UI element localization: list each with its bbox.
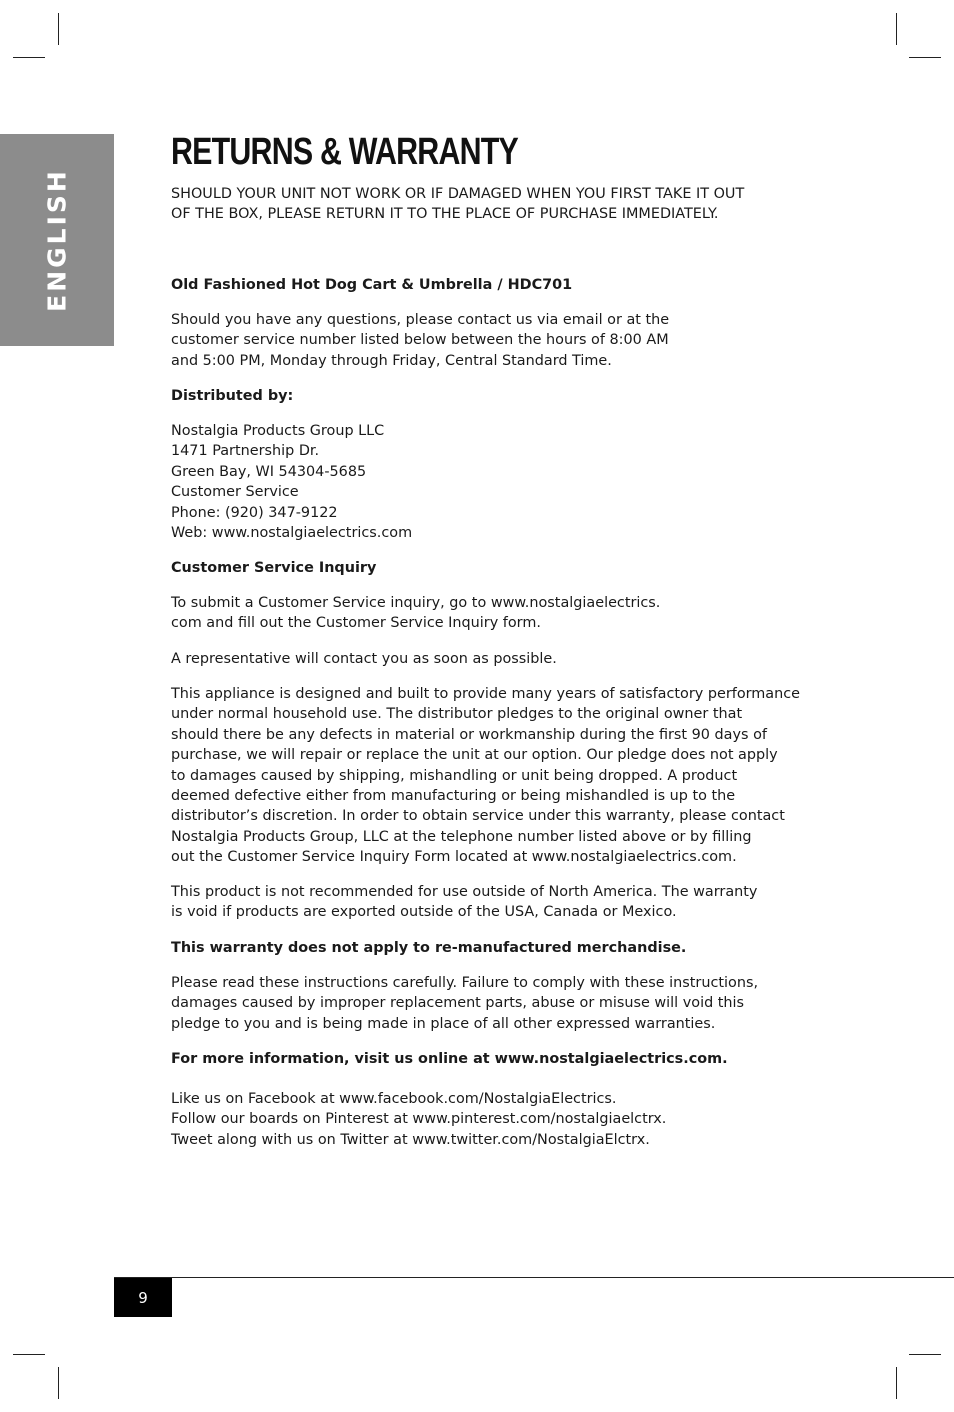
crop-mark <box>58 1367 59 1399</box>
social-links: Like us on Facebook at www.facebook.com/NostalgiaElectrics. Follow our boards on Pinterest at www.pinterest.com/nostalgiaelctrx. Tweet along with us on Twitter at www.twitter.com/NostalgiaElctrx. <box>171 1091 667 1148</box>
region-paragraph: This product is not recommended for use outside of North America. The warranty is void if products are exported outside of the USA, Canada or Mexico. <box>171 884 758 921</box>
product-heading: Old Fashioned Hot Dog Cart & Umbrella / HDC701 <box>171 277 573 293</box>
contact-paragraph: Should you have any questions, please contact us via email or at the customer service number listed below between the hours of 8:00 AM and 5:00 PM, Monday through Friday, Central Standard Time. <box>171 312 670 369</box>
crop-mark <box>58 13 59 45</box>
intro-notice: SHOULD YOUR UNIT NOT WORK OR IF DAMAGED WHEN YOU FIRST TAKE IT OUT OF THE BOX, PLEASE RETURN IT TO THE PLACE OF PURCHASE IMMEDIATELY. <box>171 186 745 223</box>
remanufactured-note: This warranty does not apply to re-manufactured merchandise. <box>171 940 687 956</box>
representative-paragraph: A representative will contact you as soon as possible. <box>171 651 557 667</box>
language-label: ENGLISH <box>42 168 72 312</box>
crop-mark <box>896 1367 897 1399</box>
footer-rule <box>114 1277 954 1278</box>
crop-mark <box>909 57 941 58</box>
page-title: RETURNS & WARRANTY <box>171 131 519 173</box>
crop-mark <box>909 1354 941 1355</box>
crop-mark <box>13 1354 45 1355</box>
crop-mark <box>13 57 45 58</box>
inquiry-paragraph: To submit a Customer Service inquiry, go to www.nostalgiaelectrics. com and fill out the Customer Service Inquiry form. <box>171 595 661 632</box>
distributed-heading: Distributed by: <box>171 388 294 404</box>
distributor-address: Nostalgia Products Group LLC 1471 Partnership Dr. Green Bay, WI 54304-5685 Customer Service Phone: (920) 347-9122 Web: www.nostalgiaelectrics.com <box>171 423 413 542</box>
inquiry-heading: Customer Service Inquiry <box>171 560 377 576</box>
instructions-paragraph: Please read these instructions carefully. Failure to comply with these instructions, damages caused by improper replacement parts, abuse or misuse will void this pledge to you and is being made in place of all other expressed warranties. <box>171 975 759 1032</box>
crop-mark <box>896 13 897 45</box>
page-number: 9 <box>114 1278 172 1317</box>
warranty-paragraph: This appliance is designed and built to provide many years of satisfactory performance under normal household use. The distributor pledges to the original owner that should there be any defects in material or workmanship during the first 90 days of purchase, we will repair or replace the unit at our option. Our pledge does not apply to damages caused by shipping, mishandling or unit being dropped. A product deemed defective either from manufacturing or being mishandled is up to the distributor’s discretion. In order to obtain service under this warranty, please contact Nostalgia Products Group, LLC at the telephone number listed above or by filling out the Customer Service Inquiry Form located at www.nostalgiaelectrics.com. <box>171 686 801 866</box>
language-tab <box>0 134 114 346</box>
more-info-line: For more information, visit us online at www.nostalgiaelectrics.com. <box>171 1051 728 1067</box>
